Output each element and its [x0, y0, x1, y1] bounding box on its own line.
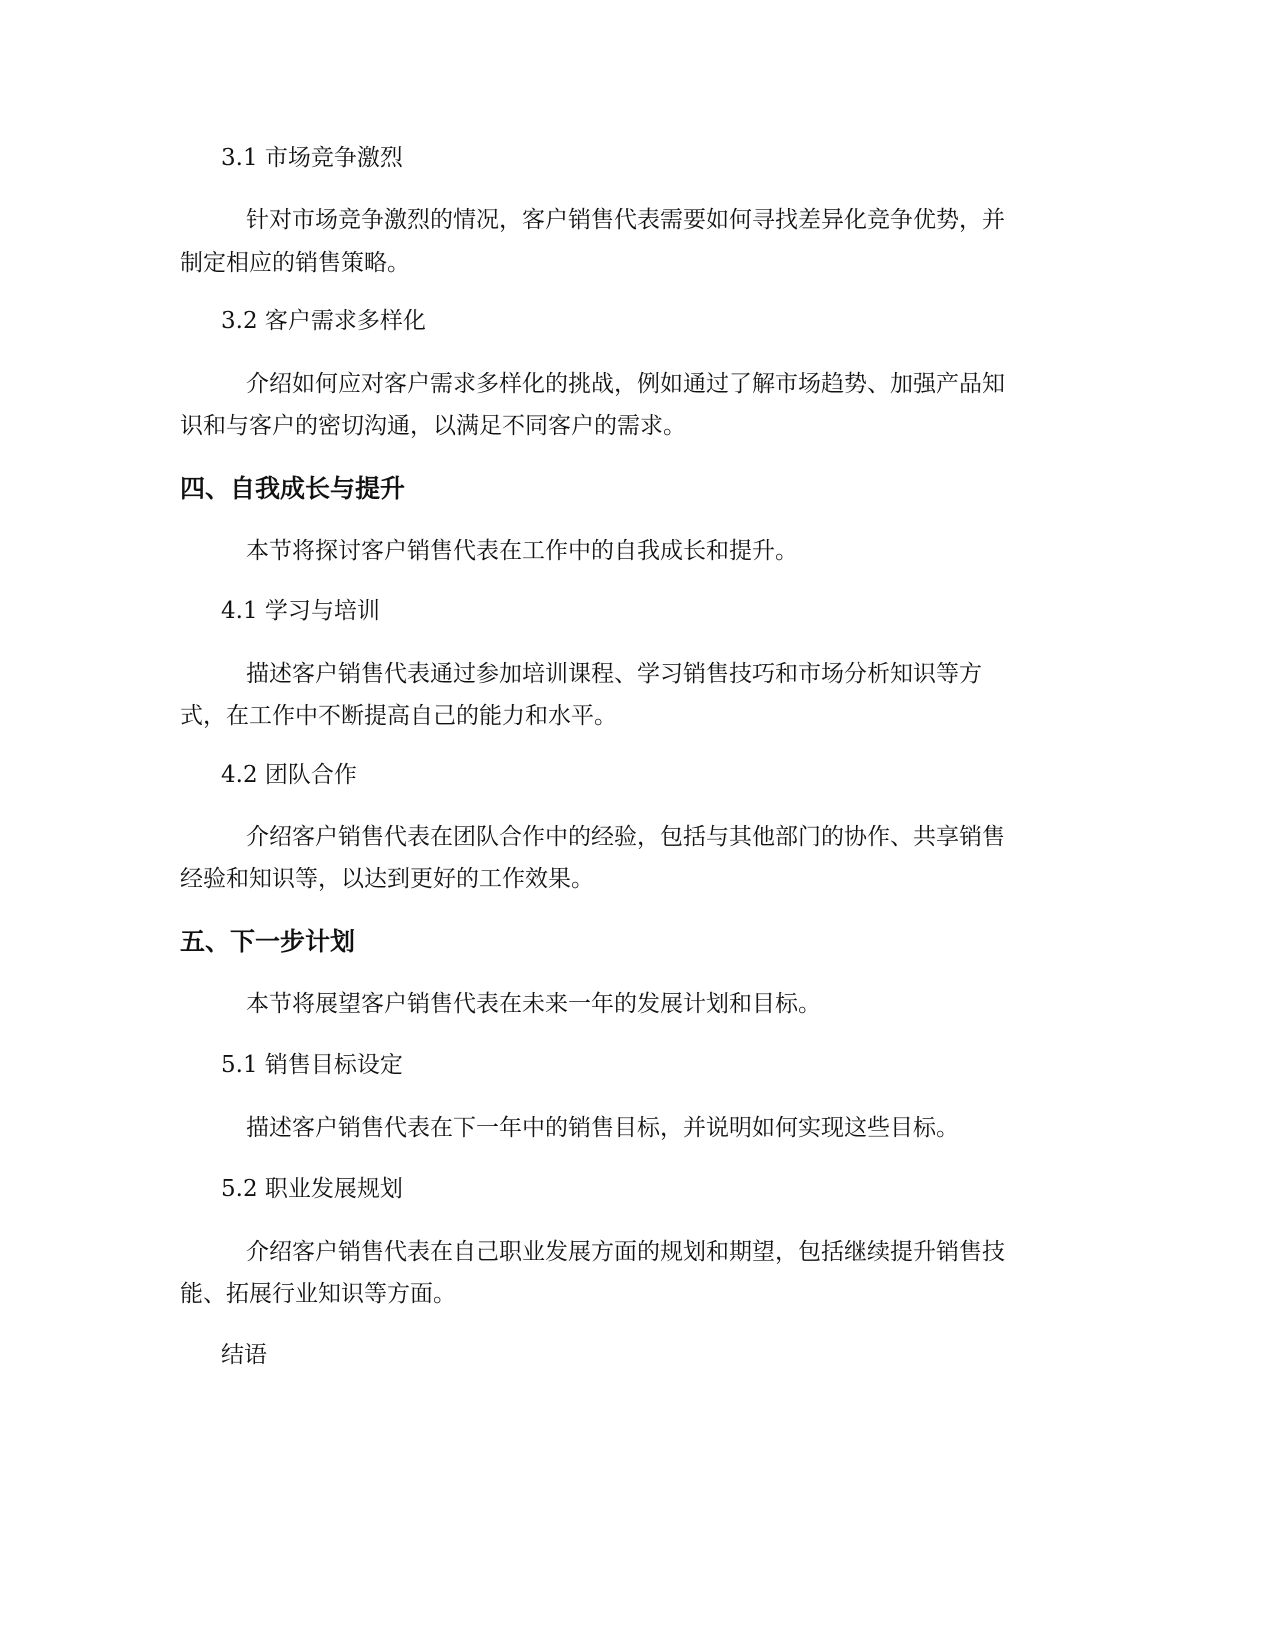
subsection-heading-5-1: 5.1 销售目标设定 [221, 1052, 403, 1078]
subsection-heading-5-2: 5.2 职业发展规划 [221, 1176, 403, 1202]
section-heading-4: 四、自我成长与提升 [180, 474, 406, 503]
paragraph-4-1-line-2: 式，在工作中不断提高自己的能力和水平。 [180, 703, 617, 729]
subsection-heading-4-1: 4.1 学习与培训 [221, 598, 380, 624]
section-4-intro: 本节将探讨客户销售代表在工作中的自我成长和提升。 [246, 538, 798, 564]
paragraph-4-2-line-1: 介绍客户销售代表在团队合作中的经验，包括与其他部门的协作、共享销售 [246, 824, 1005, 850]
conclusion-heading: 结语 [221, 1342, 267, 1368]
subsection-heading-3-1: 3.1 市场竞争激烈 [221, 145, 403, 171]
section-heading-5: 五、下一步计划 [180, 927, 356, 956]
paragraph-4-1-line-1: 描述客户销售代表通过参加培训课程、学习销售技巧和市场分析知识等方 [246, 661, 982, 687]
paragraph-3-2-line-1: 介绍如何应对客户需求多样化的挑战，例如通过了解市场趋势、加强产品知 [246, 371, 1005, 397]
paragraph-3-1-line-1: 针对市场竞争激烈的情况，客户销售代表需要如何寻找差异化竞争优势，并 [246, 207, 1005, 233]
paragraph-3-2-line-2: 识和与客户的密切沟通，以满足不同客户的需求。 [180, 413, 686, 439]
paragraph-4-2-line-2: 经验和知识等，以达到更好的工作效果。 [180, 866, 594, 892]
paragraph-3-1-line-2: 制定相应的销售策略。 [180, 250, 410, 276]
section-5-intro: 本节将展望客户销售代表在未来一年的发展计划和目标。 [246, 991, 821, 1017]
subsection-heading-3-2: 3.2 客户需求多样化 [221, 308, 426, 334]
paragraph-5-1: 描述客户销售代表在下一年中的销售目标，并说明如何实现这些目标。 [246, 1115, 959, 1141]
subsection-heading-4-2: 4.2 团队合作 [221, 762, 357, 788]
paragraph-5-2-line-1: 介绍客户销售代表在自己职业发展方面的规划和期望，包括继续提升销售技 [246, 1239, 1005, 1265]
paragraph-5-2-line-2: 能、拓展行业知识等方面。 [180, 1281, 456, 1307]
